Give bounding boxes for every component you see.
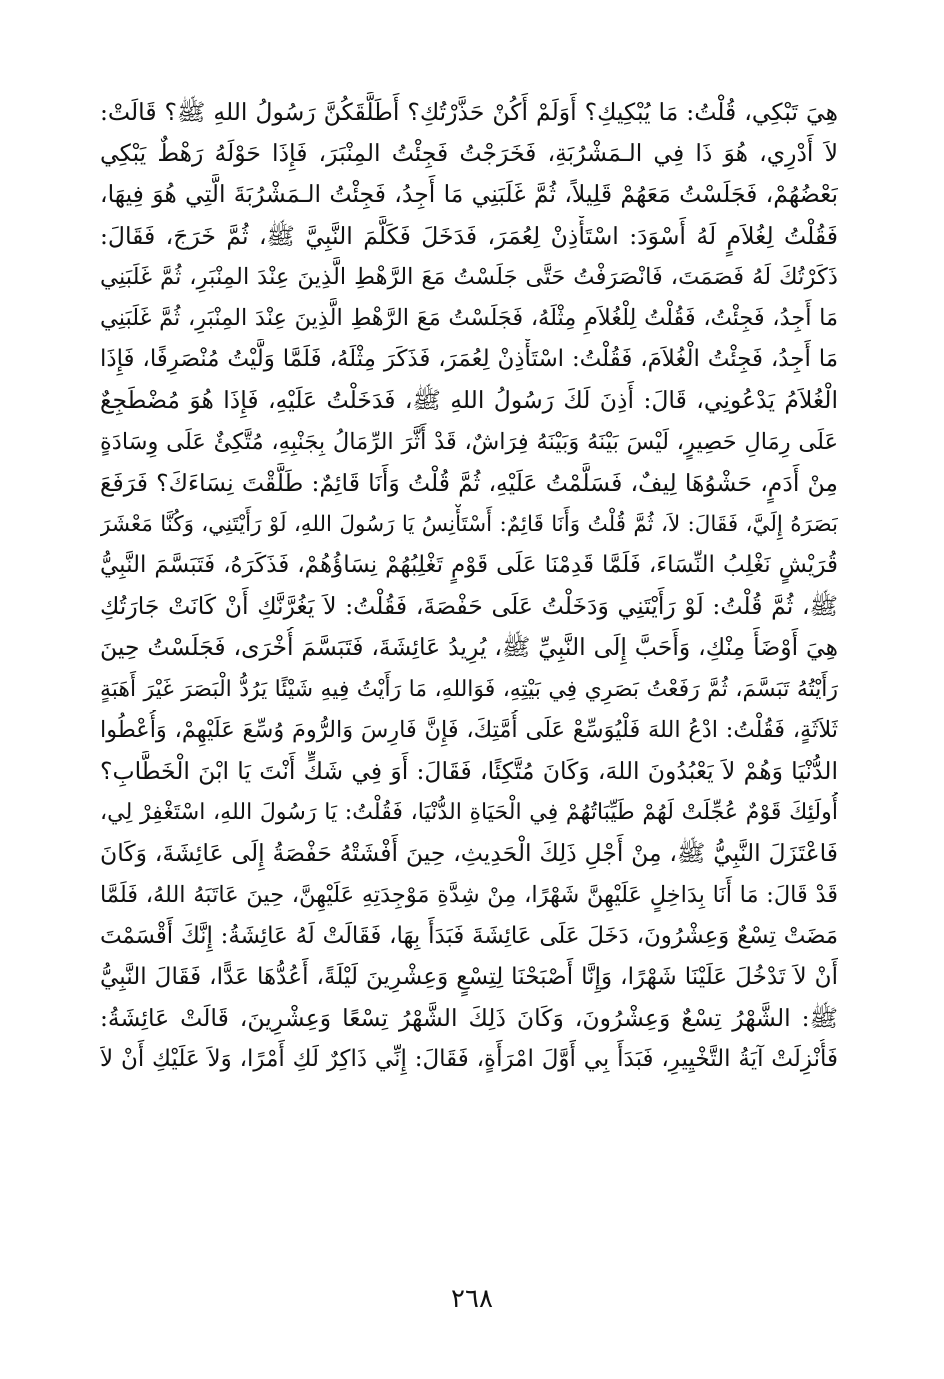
text-line: الْغُلاَمُ يَدْعُونِي، قَالَ: أَذِنَ لَكَ رَسُولُ اللهِ ﷺ، فَدَخَلْتُ عَلَيْهِ، فَإِذَا هُوَ مُضْطَجِعٌ xyxy=(100,386,838,415)
text-line: بَعْضُهُمْ، فَجَلَسْتُ مَعَهُمْ قَلِيلاً، ثُمَّ غَلَبَنِي مَا أَجِدُ، فَجِئْتُ الـمَشْرُبَةَ الَّتِي هُوَ فِيهَا، xyxy=(100,180,838,209)
text-line: رَأَيْتُهُ تَبَسَّمَ، ثُمَّ رَفَعْتُ بَصَرِي فِي بَيْتِهِ، فَوَاللهِ، مَا رَأَيْتُ فِيهِ شَيْئًا يَرُدُّ الْبَصَرَ غَيْرَ أَهَبَةٍ xyxy=(100,676,838,702)
text-line: مَا أَجِدُ، فَجِئْتُ، فَقُلْتُ لِلْغُلاَمِ مِثْلَهُ، فَجَلَسْتُ مَعَ الرَّهْطِ الَّذِينَ عِنْدَ المِنْبَرِ، ثُمَّ غَلَبَنِي xyxy=(100,304,838,331)
text-line: ذَكَرْتُكَ لَهُ فَصَمَتَ، فَانْصَرَفْتُ حَتَّى جَلَسْتُ مَعَ الرَّهْطِ الَّذِينَ عِنْدَ المِنْبَرِ، ثُمَّ غَلَبَنِي xyxy=(100,263,838,290)
text-line: مَضَتْ تِسْعٌ وَعِشْرُونَ، دَخَلَ عَلَى عَائِشَةَ فَبَدَأَ بِهَا، فَقَالَتْ لَهُ عَائِشَةُ: إِنَّكَ أَقْسَمْتَ xyxy=(100,922,838,949)
text-line: أَنْ لاَ تَدْخُلَ عَلَيْنَا شَهْرًا، وَإِنَّا أَصْبَحْنَا لِتِسْعٍ وَعِشْرِينَ لَيْلَةً، أَعُدُّهَا عَدًّا، فَقَالَ النَّبِيُّ xyxy=(100,963,838,990)
text-line: فَأُنْزِلَتْ آيَةُ التَّخْيِيرِ، فَبَدَأَ بِي أَوَّلَ امْرَأَةٍ، فَقَالَ: إِنِّي ذَاكِرٌ لَكِ أَمْرًا، وَلاَ عَلَيْكِ أَنْ لاَ xyxy=(100,1046,838,1073)
text-line: بَصَرَهُ إِلَيَّ، فَقَالَ: لاَ، ثُمَّ قُلْتُ وَأَنَا قَائِمٌ: أَسْتَأْنِسُ يَا رَسُولَ اللهِ، لَوْ رَأَيْتَنِي، وَكُنَّا مَعْشَرَ xyxy=(100,511,838,537)
text-line: مِنْ أَدَمٍ، حَشْوُهَا لِيفٌ، فَسَلَّمْتُ عَلَيْهِ، ثُمَّ قُلْتُ وَأَنَا قَائِمٌ: طَلَّقْتَ نِسَاءَكَ؟ فَرَفَعَ xyxy=(100,468,838,497)
text-line: هِيَ أَوْضَأَ مِنْكِ، وَأَحَبَّ إِلَى النَّبِيِّ ﷺ، يُرِيدُ عَائِشَةَ، فَتَبَسَّمَ أُخْرَى، فَجَلَسْتُ حِينَ xyxy=(100,633,838,662)
text-line: مَا أَجِدُ، فَجِئْتُ الْغُلاَمَ، فَقُلْتُ: اسْتَأْذِنْ لِعُمَرَ، فَذَكَرَ مِثْلَهُ، فَلَمَّا وَلَّيْتُ مُنْصَرِفًا، فَإِذَا xyxy=(100,346,838,373)
text-line: ﷺ: الشَّهْرُ تِسْعٌ وَعِشْرُونَ، وَكَانَ ذَلِكَ الشَّهْرُ تِسْعًا وَعِشْرِينَ، قَالَتْ عَائِشَةُ: xyxy=(100,1004,838,1033)
text-line: قُرَيْشٍ نَغْلِبُ النِّسَاءَ، فَلَمَّا قَدِمْنَا عَلَى قَوْمٍ تَغْلِبُهُمْ نِسَاؤُهُمْ، فَذَكَرَهُ، فَتَبَسَّمَ النَّبِيُّ xyxy=(100,552,838,579)
hadith-text-block xyxy=(100,92,838,1081)
text-line: الدُّنْيَا وَهُمْ لاَ يَعْبُدُونَ اللهَ، وَكَانَ مُتَّكِئًا، فَقَالَ: أَوَ فِي شَكٍّ أَنْتَ يَا ابْنَ الْخَطَّابِ؟ xyxy=(100,757,838,785)
text-line: قَدْ قَالَ: مَا أَنَا بِدَاخِلٍ عَلَيْهِنَّ شَهْرًا، مِنْ شِدَّةِ مَوْجِدَتِهِ عَلَيْهِنَّ، حِينَ عَاتَبَهُ اللهُ، فَلَمَّا xyxy=(100,881,838,908)
text-line: فَاعْتَزَلَ النَّبِيُّ ﷺ، مِنْ أَجْلِ ذَلِكَ الْحَدِيثِ، حِينَ أَفْشَتْهُ حَفْصَةُ إِلَى عَائِشَةَ، وَكَانَ xyxy=(100,839,838,868)
text-line: فَقُلْتُ لِغُلاَمٍ لَهُ أَسْوَدَ: اسْتَأْذِنْ لِعُمَرَ، فَدَخَلَ فَكَلَّمَ النَّبِيَّ ﷺ، ثُمَّ خَرَجَ، فَقَالَ: xyxy=(100,221,838,250)
text-line: ﷺ، ثُمَّ قُلْتُ: لَوْ رَأَيْتَنِي وَدَخَلْتُ عَلَى حَفْصَةَ، فَقُلْتُ: لاَ يَغُرَّنَّكِ أَنْ كَانَتْ جَارَتُكِ xyxy=(100,592,838,621)
text-line: لاَ أَدْرِي، هُوَ ذَا فِي الـمَشْرُبَةِ، فَخَرَجْتُ فَجِئْتُ المِنْبَرَ، فَإِذَا حَوْلَهُ رَهْطٌ يَبْكِي xyxy=(100,139,838,168)
text-line: هِيَ تَبْكِي، قُلْتُ: مَا يُبْكِيكِ؟ أَوَلَمْ أَكُنْ حَذَّرْتُكِ؟ أَطَلَّقَكُنَّ رَسُولُ اللهِ ﷺ؟ قَالَتْ: xyxy=(100,98,838,126)
text-line: عَلَى رِمَالِ حَصِيرٍ، لَيْسَ بَيْنَهُ وَبَيْنَهُ فِرَاشٌ، قَدْ أَثَّرَ الرِّمَالُ بِجَنْبِهِ، مُتَّكِئٌ عَلَى وِسَادَةٍ xyxy=(100,428,838,455)
text-line: ثَلاَثَةٍ، فَقُلْتُ: ادْعُ اللهَ فَلْيُوَسِّعْ عَلَى أُمَّتِكَ، فَإِنَّ فَارِسَ وَالرُّومَ وُسِّعَ عَلَيْهِمْ، وَأُعْطُوا xyxy=(100,716,838,743)
text-line: أُولَئِكَ قَوْمٌ عُجِّلَتْ لَهُمْ طَيِّبَاتُهُمْ فِي الْحَيَاةِ الدُّنْيَا، فَقُلْتُ: يَا رَسُولَ اللهِ، اسْتَغْفِرْ لِي، xyxy=(100,799,838,826)
page-number: ٢٦٨ xyxy=(451,1284,493,1314)
